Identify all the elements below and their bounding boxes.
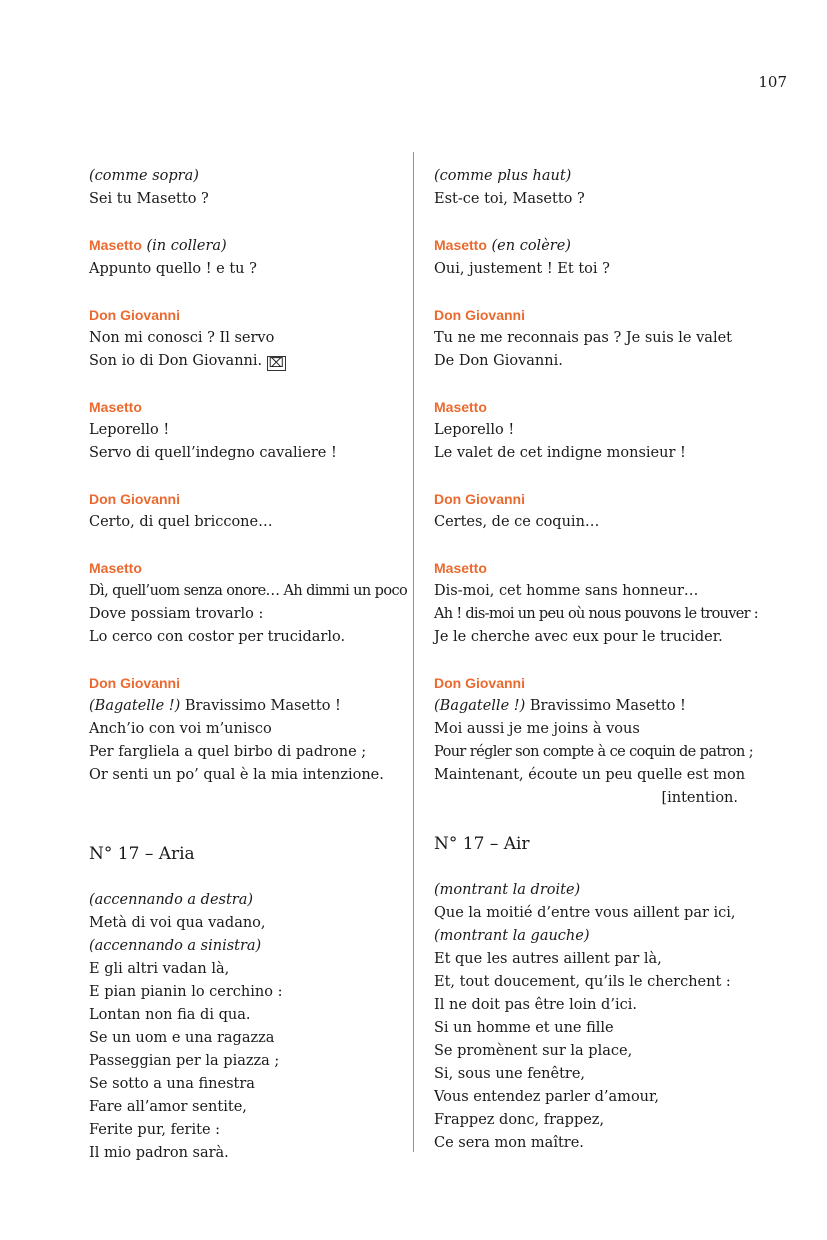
column-divider (413, 152, 414, 1152)
verse-line-continuation: [intention. (661, 790, 738, 806)
aria-title: N° 17 – Aria (89, 844, 195, 864)
verse-line: Metà di voi qua vadano, (89, 915, 266, 931)
it-block-3 (89, 304, 405, 373)
verse-line: Je le cherche avec eux pour le trucider. (434, 629, 723, 645)
verse-line: Certes, de ce coquin… (434, 514, 600, 530)
speaker-name: Don Giovanni (434, 307, 525, 323)
verse-line: Maintenant, écoute un peu quelle est mon (434, 767, 746, 783)
fr-aria-text (434, 879, 750, 1155)
verse-line: Dis-moi, cet homme sans honneur… (434, 583, 699, 599)
french-column (434, 165, 758, 1155)
verse-line: E pian pianin lo cerchino : (89, 984, 283, 1000)
fr-block-3 (434, 304, 750, 373)
stage-direction: (montrant la droite) (434, 882, 581, 898)
stage-direction: (comme plus haut) (434, 168, 572, 184)
verse-line: Non mi conosci ? Il servo (89, 330, 275, 346)
verse-line: Sei tu Masetto ? (89, 191, 209, 207)
verse-line: Est-ce toi, Masetto ? (434, 191, 585, 207)
it-aria-text (89, 889, 405, 1165)
it-block-2 (89, 234, 405, 281)
verse-line: Leporello ! (89, 422, 170, 438)
verse-line: Ferite pur, ferite : (89, 1122, 221, 1138)
verse-line: Et que les autres aillent par là, (434, 951, 662, 967)
verse-line: Se promènent sur la place, (434, 1043, 633, 1059)
verse-line: Si un homme et une fille (434, 1020, 614, 1036)
speaker-name: Masetto (89, 237, 142, 253)
fr-block-5 (434, 488, 750, 534)
verse-line: Et, tout doucement, qu’ils le cherchent : (434, 974, 731, 990)
speaker-name: Don Giovanni (434, 491, 525, 507)
verse-line: Se sotto a una finestra (89, 1076, 255, 1092)
it-block-5 (89, 488, 405, 534)
verse-line: De Don Giovanni. (434, 353, 563, 369)
verse-line: Frappez donc, frappez, (434, 1112, 605, 1128)
verse-line: Leporello ! (434, 422, 515, 438)
speaker-name: Don Giovanni (89, 675, 180, 691)
verse-line: Fare all’amor sentite, (89, 1099, 247, 1115)
verse-line: Pour régler son compte à ce coquin de patron ; (434, 744, 754, 760)
verse-line: Lo cerco con costor per trucidarlo. (89, 629, 346, 645)
italian-column (89, 165, 408, 1165)
verse-line: Or senti un po’ qual è la mia intenzione. (89, 767, 384, 783)
verse-line: Passeggian per la piazza ; (89, 1053, 280, 1069)
fr-block-4 (434, 396, 750, 465)
fr-block-6 (434, 557, 758, 649)
it-block-7 (89, 672, 405, 787)
speaker-name: Masetto (89, 399, 142, 415)
speaker-name: Masetto (434, 560, 487, 576)
speaker-name: Masetto (434, 237, 487, 253)
it-block-1 (89, 165, 405, 211)
fr-block-1 (434, 165, 750, 211)
verse-line: Le valet de cet indigne monsieur ! (434, 445, 686, 461)
verse-line: Certo, di quel briccone… (89, 514, 273, 530)
speaker-name: Don Giovanni (89, 491, 180, 507)
verse-line: Tu ne me reconnais pas ? Je suis le valet (434, 330, 733, 346)
verse-line: E gli altri vadan là, (89, 961, 230, 977)
stage-direction: (en colère) (491, 238, 571, 254)
speaker-name: Don Giovanni (434, 675, 525, 691)
stage-direction: (accennando a destra) (89, 892, 254, 908)
stage-direction: (Bagatelle !) (89, 698, 181, 714)
it-block-6 (89, 557, 408, 649)
stage-direction: (comme sopra) (89, 168, 199, 184)
missing-glyph-box: ⌧ (268, 356, 284, 371)
verse-line: Bravissimo Masetto ! (525, 698, 686, 714)
speaker-name: Masetto (434, 399, 487, 415)
verse-line: Bravissimo Masetto ! (180, 698, 341, 714)
fr-block-2 (434, 234, 750, 281)
stage-direction: (montrant la gauche) (434, 928, 590, 944)
verse-line: Il mio padron sarà. (89, 1145, 229, 1161)
verse-line: Moi aussi je me joins à vous (434, 721, 640, 737)
verse-line: Appunto quello ! e tu ? (89, 261, 257, 277)
verse-line: Si, sous une fenêtre, (434, 1066, 586, 1082)
verse-line: Oui, justement ! Et toi ? (434, 261, 610, 277)
verse-line: Servo di quell’indegno cavaliere ! (89, 445, 337, 461)
verse-line: Vous entendez parler d’amour, (434, 1089, 659, 1105)
speaker-name: Don Giovanni (89, 307, 180, 323)
verse-line: Il ne doit pas être loin d’ici. (434, 997, 637, 1013)
verse-line: Ah ! dis-moi un peu où nous pouvons le trouver : (434, 606, 758, 622)
verse-line: Per fargliela a quel birbo di padrone ; (89, 744, 367, 760)
stage-direction: (in collera) (146, 238, 227, 254)
aria-title: N° 17 – Air (434, 834, 530, 854)
verse-line: Ce sera mon maître. (434, 1135, 584, 1151)
speaker-name: Masetto (89, 560, 142, 576)
it-block-4 (89, 396, 405, 465)
verse-line: Que la moitié d’entre vous aillent par ici, (434, 905, 736, 921)
verse-line: Son io di Don Giovanni. (89, 353, 263, 369)
verse-line: Se un uom e una ragazza (89, 1030, 275, 1046)
stage-direction: (accennando a sinistra) (89, 938, 262, 954)
verse-line: Dì, quell’uom senza onore… Ah dimmi un poco (89, 583, 408, 599)
verse-line: Dove possiam trovarlo : (89, 606, 264, 622)
page-number: 107 (758, 73, 787, 91)
stage-direction: (Bagatelle !) (434, 698, 526, 714)
verse-line: Anch’io con voi m’unisco (89, 721, 272, 737)
verse-line: Lontan non fia di qua. (89, 1007, 251, 1023)
fr-block-7 (434, 672, 754, 810)
